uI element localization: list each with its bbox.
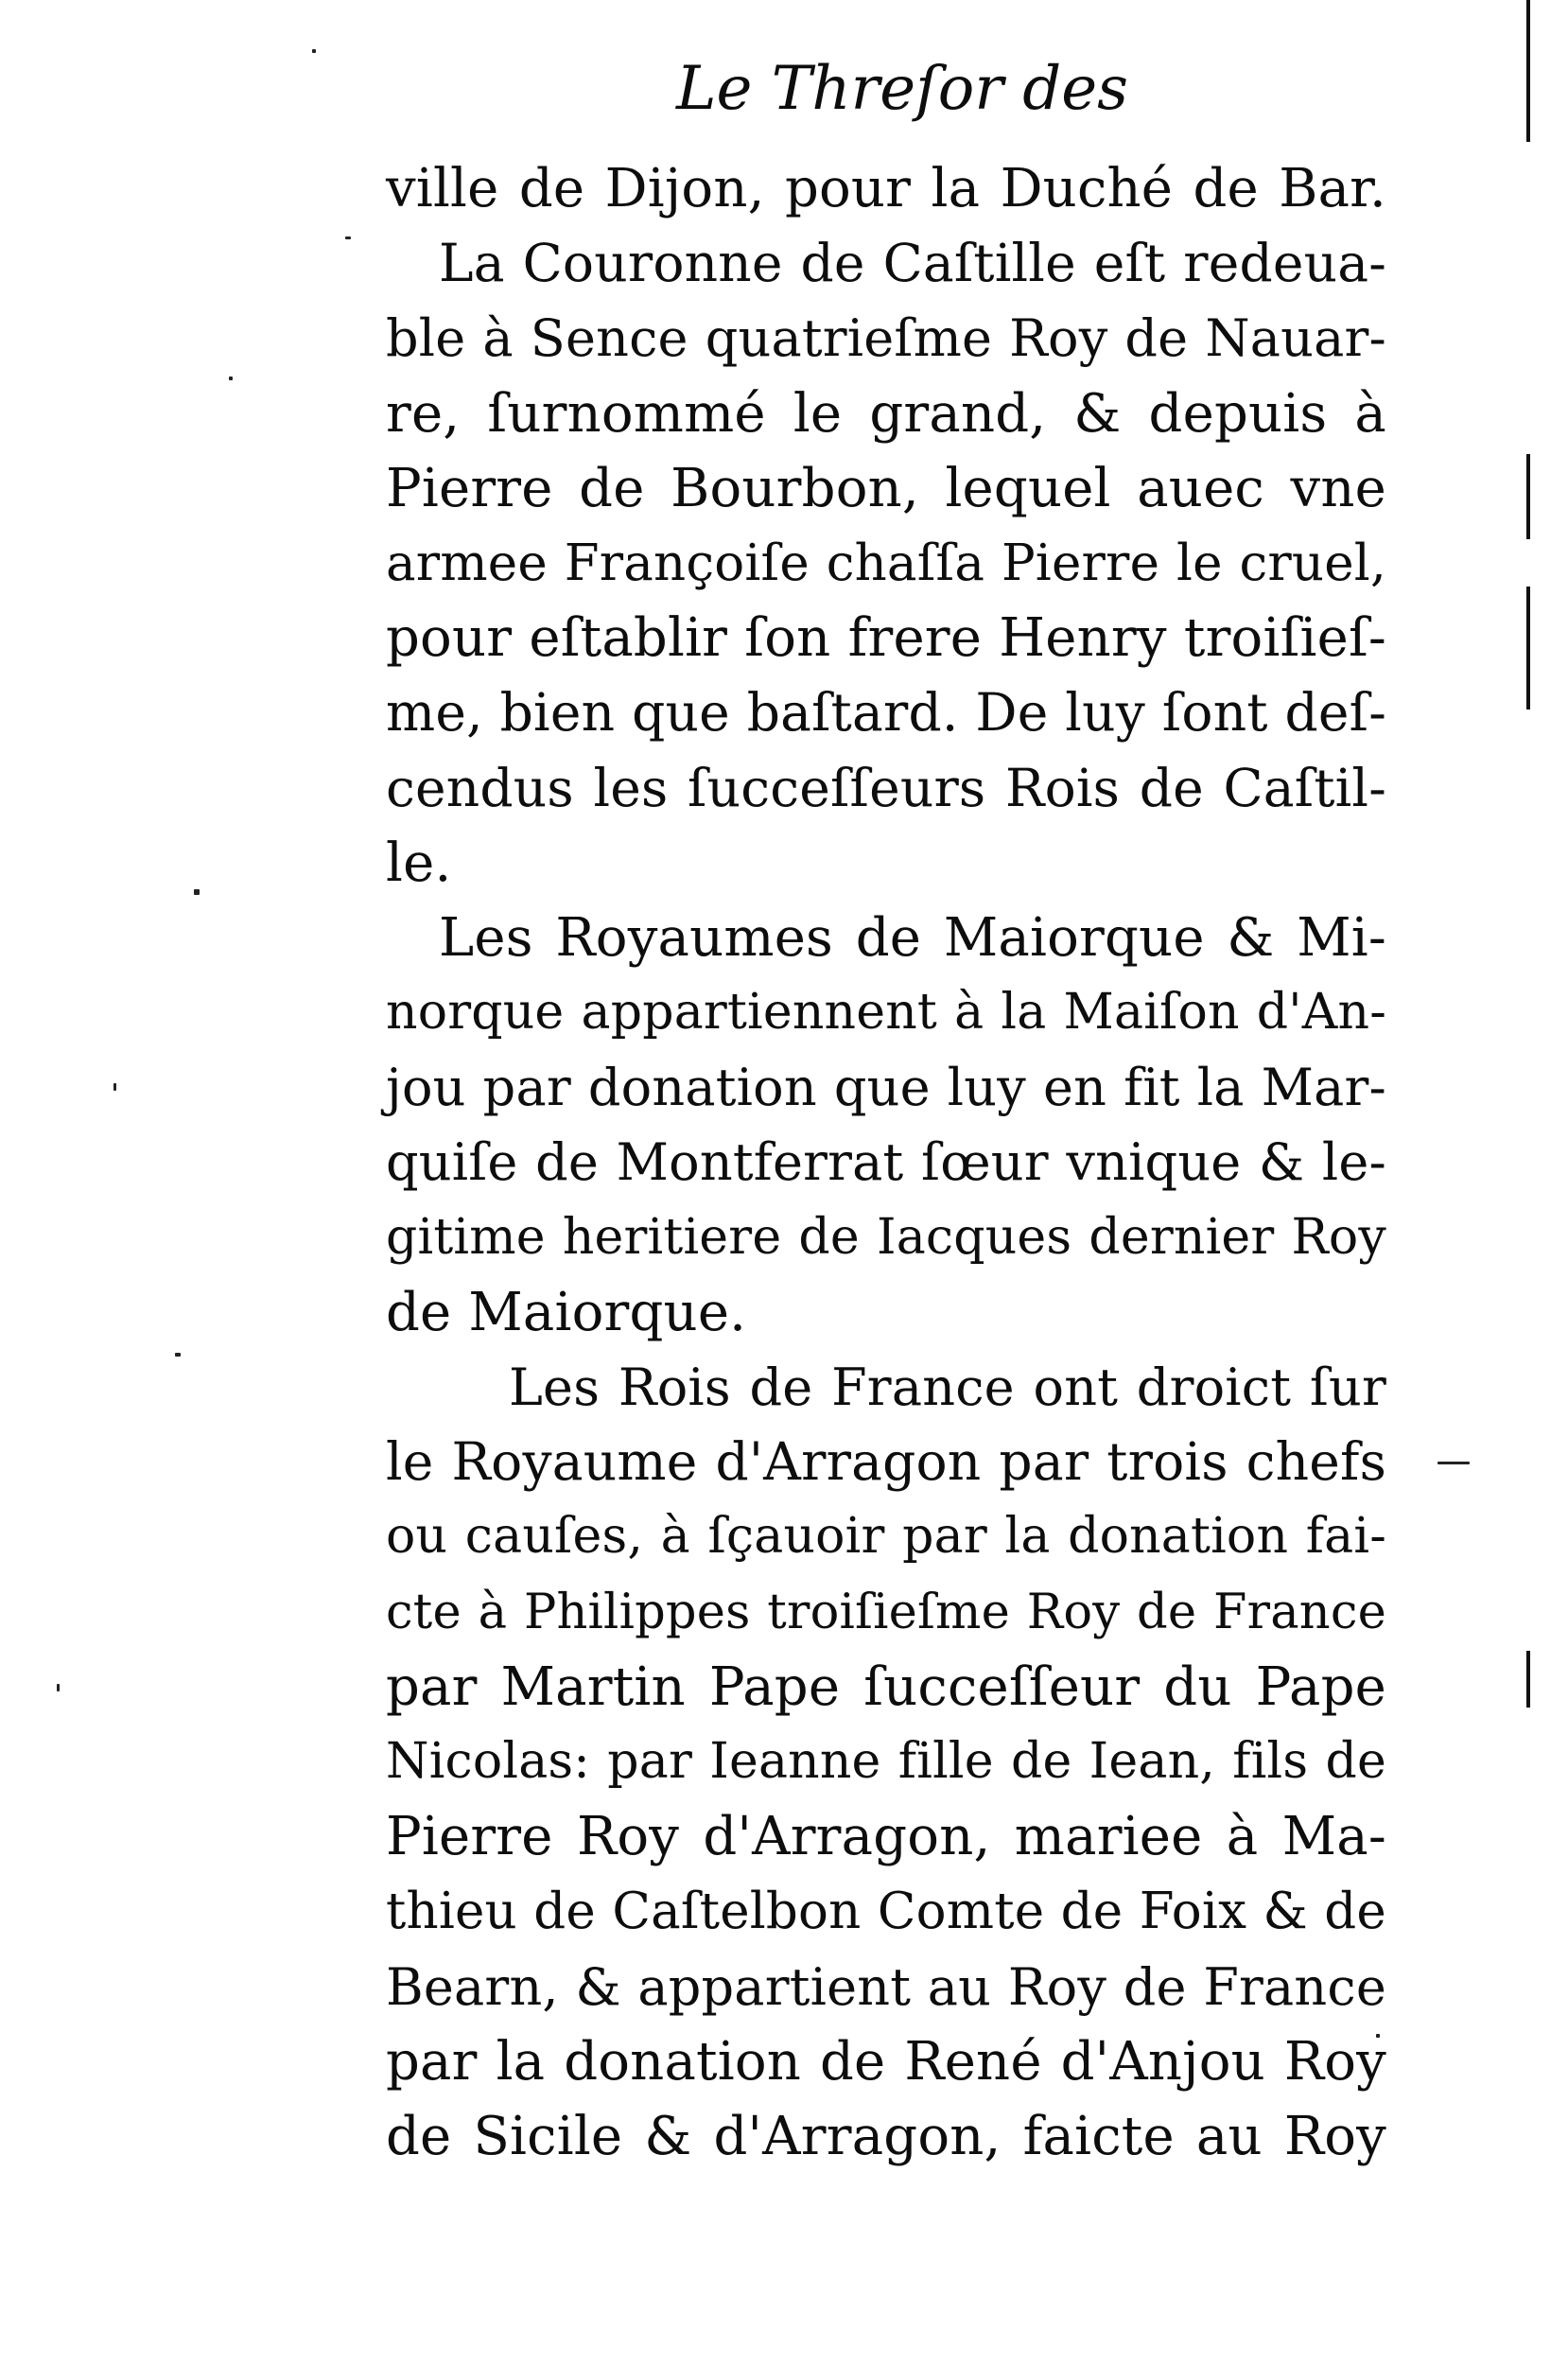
text-line: La Couronne de Caſtille eſt redeua- — [439, 233, 1386, 294]
text-line: Les Royaumes de Maiorque & Mi- — [439, 906, 1386, 969]
ink-speck — [229, 377, 233, 380]
scan-edge-lower — [1526, 587, 1530, 710]
text-line: cte à Philippes troiſieſme Roy de France — [386, 1584, 1386, 1640]
ink-speck — [1437, 1462, 1470, 1464]
text-line: de Maiorque. — [386, 1281, 747, 1343]
scan-edge-bottom — [1526, 1651, 1530, 1708]
text-line: me, bien que baſtard. De luy ſont deſ- — [386, 682, 1386, 744]
text-line: Nicolas: par Ieanne fille de Iean, fils de — [386, 1732, 1386, 1790]
text-line: ville de Dijon, pour la Duché de Bar. — [386, 158, 1386, 219]
text-line: jou par donation que luy en fit la Mar- — [386, 1058, 1386, 1118]
text-line: Pierre Roy d'Arragon, mariee à Ma- — [386, 1806, 1386, 1868]
text-line: Les Rois de France ont droict ſur — [509, 1358, 1386, 1417]
text-line: armee Françoiſe chaſſa Pierre le cruel, — [386, 534, 1386, 592]
body-text — [386, 151, 1386, 2174]
scan-edge-top — [1526, 0, 1530, 142]
ink-speck — [194, 889, 200, 895]
ink-speck — [312, 49, 316, 53]
text-line: pour eſtablir ſon frere Henry troiſieſ- — [386, 607, 1386, 670]
text-line: thieu de Caſtelbon Comte de Foix & de — [386, 1883, 1386, 1941]
ink-speck — [57, 1684, 60, 1691]
text-line: quiſe de Montferrat ſœur vnique & le- — [386, 1132, 1386, 1193]
text-line: re, ſurnommé le grand, & depuis à — [386, 382, 1386, 445]
text-line: ou cauſes, à ſçauoir par la donation fai- — [386, 1508, 1386, 1566]
text-line: Pierre de Bourbon, lequel auec vne — [386, 457, 1386, 519]
ink-speck — [175, 1353, 181, 1357]
text-line: de Sicile & d'Arragon, faicte au Roy — [386, 2105, 1386, 2167]
text-line: par la donation de René d'Anjou Roy — [386, 2030, 1386, 2093]
ink-speck — [113, 1083, 116, 1091]
text-line: le Royaume d'Arragon par trois chefs — [386, 1431, 1386, 1493]
running-head: Le Threſor des — [676, 54, 1128, 124]
text-line: gitime heritiere de Iacques dernier Roy — [386, 1208, 1386, 1266]
ink-speck — [345, 236, 351, 239]
text-line: par Martin Pape ſucceſſeur du Pape — [386, 1656, 1386, 1718]
text-line: le. — [386, 832, 452, 894]
text-line: cendus les ſucceſſeurs Rois de Caſtil- — [386, 757, 1386, 818]
text-line: Bearn, & appartient au Roy de France — [386, 1956, 1386, 2017]
text-line: ble à Sence quatrieſme Roy de Nauar- — [386, 308, 1386, 369]
scan-edge-mid — [1526, 454, 1530, 539]
text-line: norque appartiennent à la Maiſon d'An- — [386, 984, 1386, 1042]
